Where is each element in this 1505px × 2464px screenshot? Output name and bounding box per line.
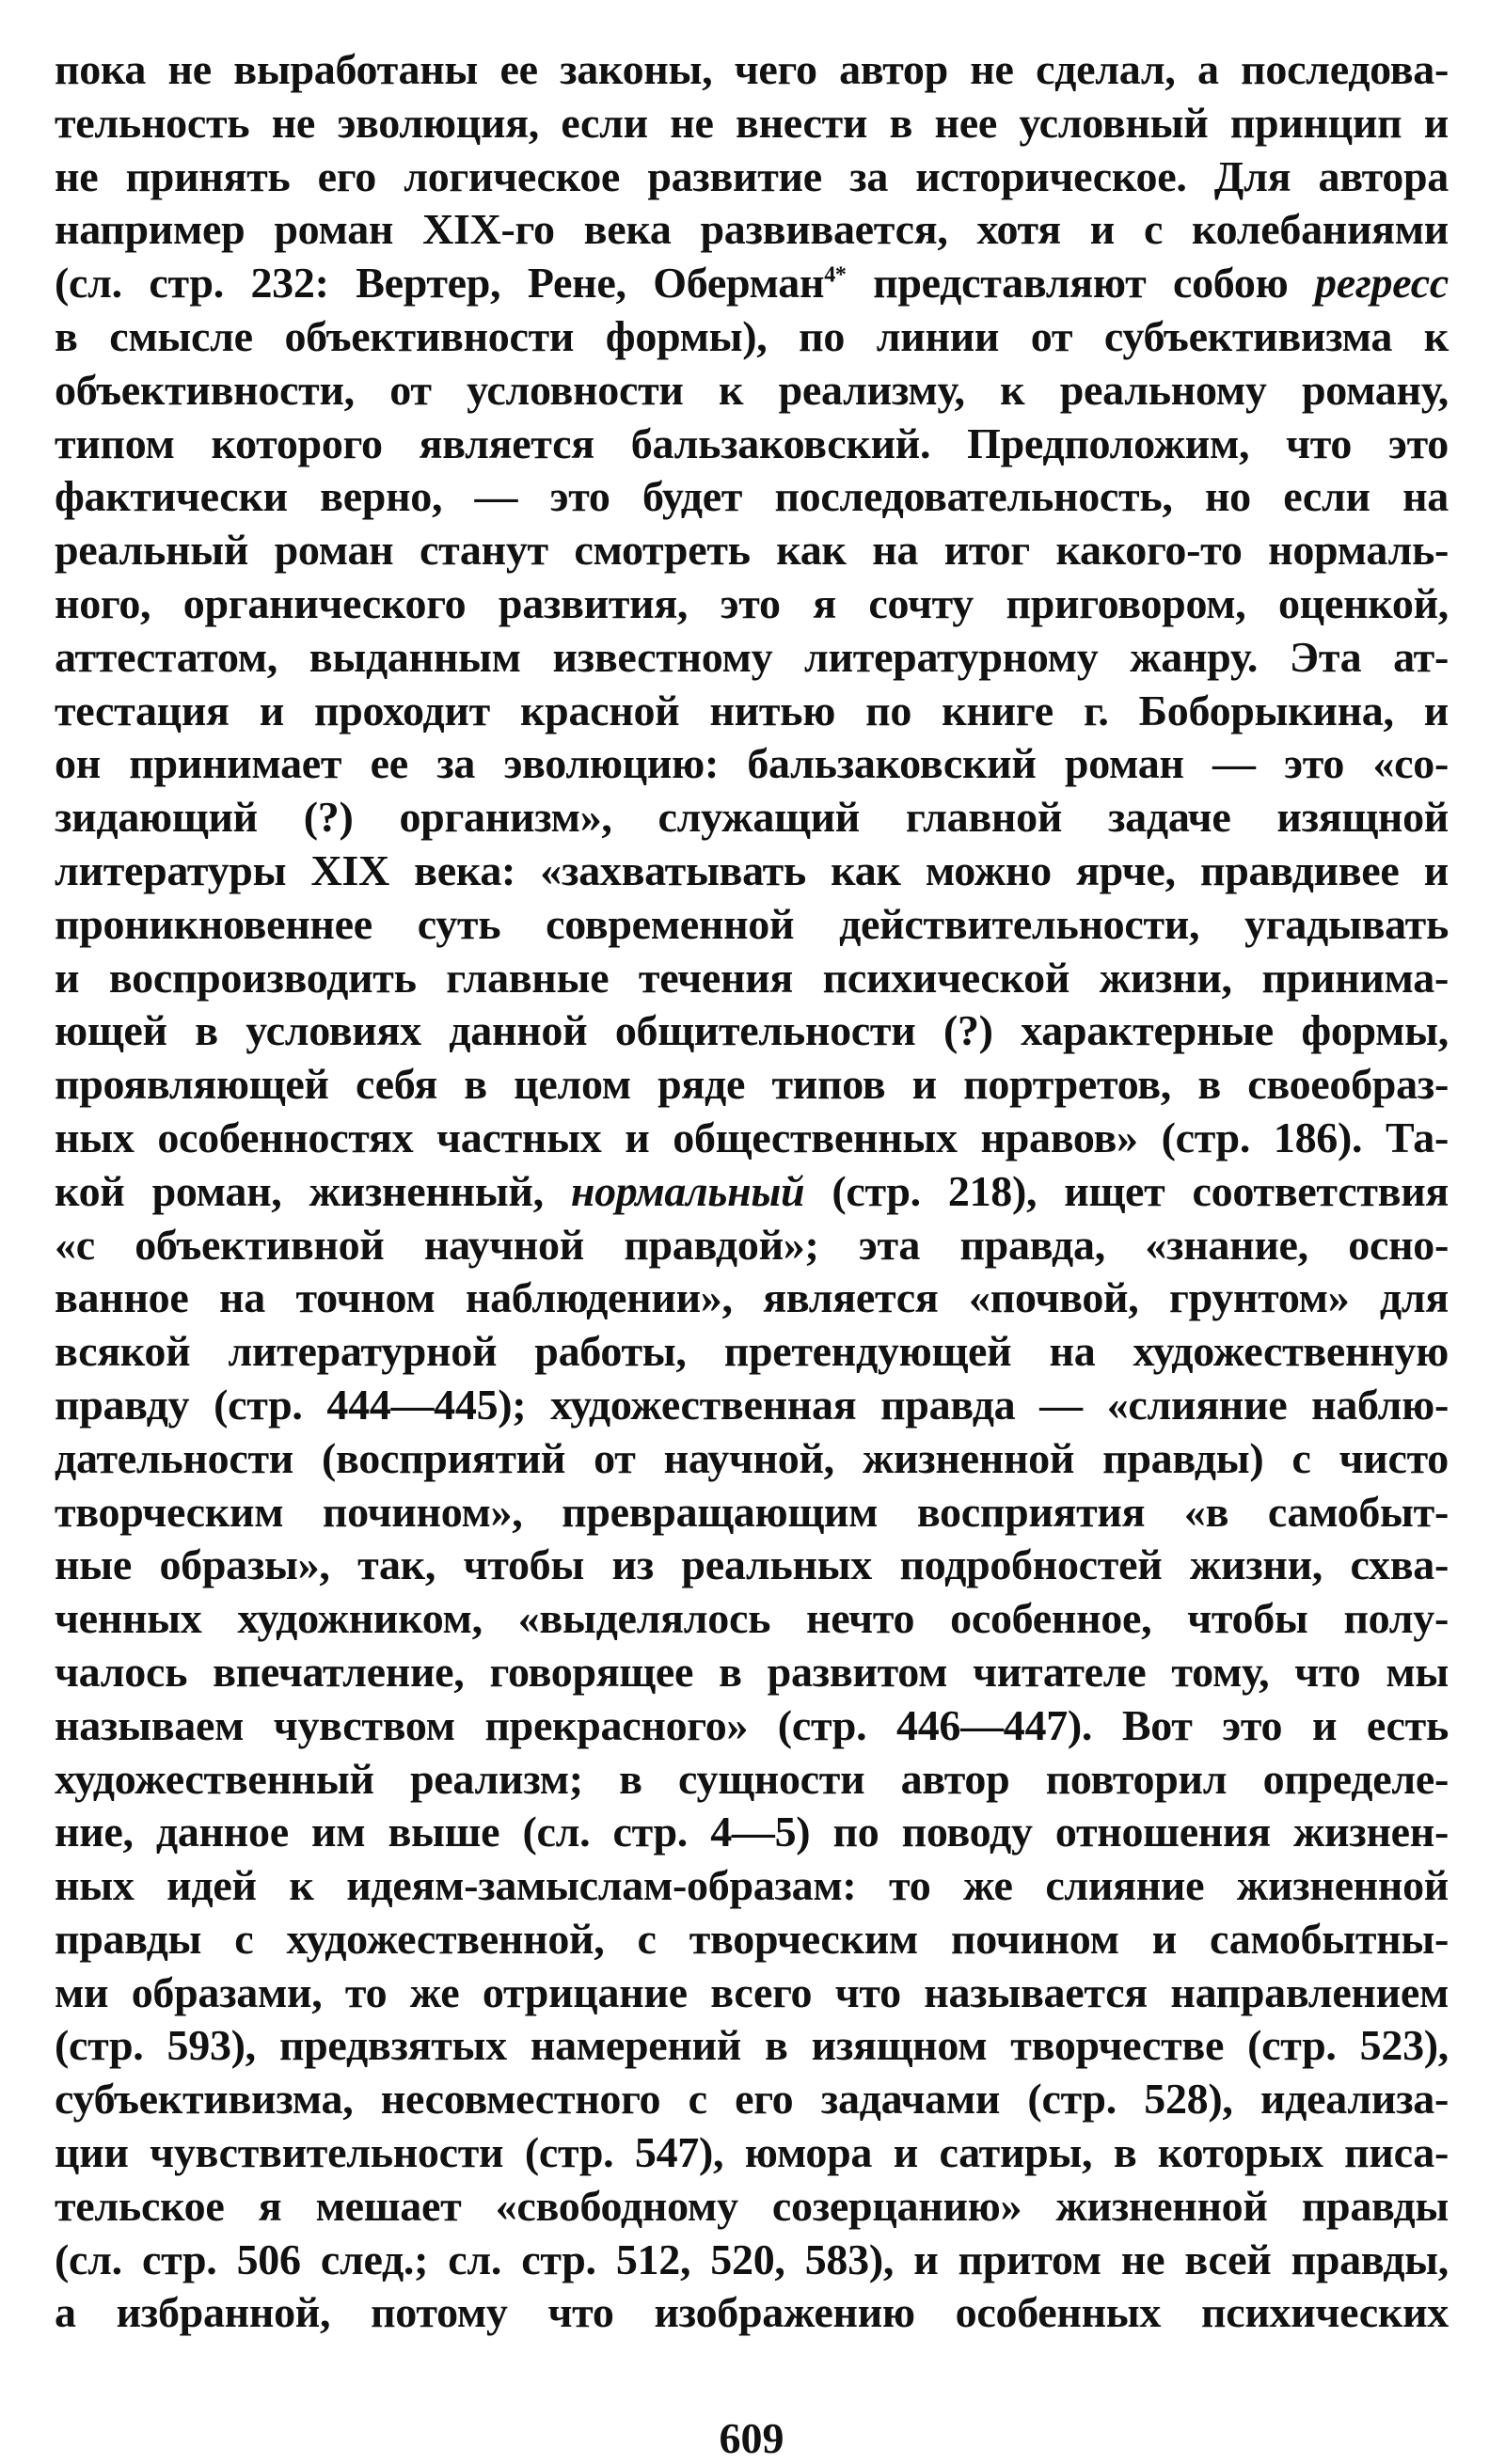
emphasis-text: нормальный [570, 1166, 805, 1215]
text-line: ванное на точном наблюдении», является «почвой, грунтом» для [55, 1273, 1449, 1322]
text-line: литературы XIX века: «захватывать как можно ярче, правдивее и [55, 845, 1449, 894]
text-line: ченных художником, «выделялось нечто особенное, чтобы полу- [55, 1594, 1449, 1643]
text-line: фактически верно, — это будет последовательность, но если на [55, 472, 1449, 521]
text-line: например роман XIX-го века развивается, хотя и с колебаниями [55, 205, 1449, 254]
text-line: не принять его логическое развитие за историческое. Для автора [55, 151, 1449, 200]
footnote-marker: 4* [824, 262, 847, 288]
body-text [55, 43, 1449, 2340]
text-line: ции чувствительности (стр. 547), юмора и сатиры, в которых писа- [55, 2128, 1449, 2177]
text-line: а избранной, потому что изображению особенных психических [55, 2288, 1449, 2337]
text-line: ние, данное им выше (сл. стр. 4—5) по поводу отношения жизнен- [55, 1808, 1449, 1856]
text-line: правду (стр. 444—445); художественная правда — «слияние наблю- [55, 1380, 1449, 1429]
text-line: кой роман, жизненный, нормальный (стр. 218), ищет соответствия [55, 1166, 1449, 1215]
text-line: дательности (восприятий от научной, жизненной правды) с чисто [55, 1433, 1449, 1482]
text-line: в смысле объективности формы), по линии от субъективизма к [55, 311, 1449, 360]
text-line: творческим почином», превращающим восприятия «в самобыт- [55, 1487, 1449, 1536]
text-line: тестация и проходит красной нитью по книге г. Боборыкина, и [55, 686, 1449, 734]
text-line: пока не выработаны ее законы, чего автор не сделал, а последова- [55, 45, 1449, 93]
text-line: всякой литературной работы, претендующей на художественную [55, 1327, 1449, 1376]
emphasis-text: регресс [1315, 259, 1449, 308]
page-number: 609 [719, 2414, 784, 2462]
text-line: называем чувством прекрасного» (стр. 446—447). Вот это и есть [55, 1700, 1449, 1749]
text-line: художественный реализм; в сущности автор повторил определе- [55, 1754, 1449, 1803]
text-line: зидающий (?) организм», служащий главной задаче изящной [55, 793, 1449, 842]
text-line: он принимает ее за эволюцию: бальзаковский роман — это «со- [55, 739, 1449, 788]
text-line: ного, органического развития, это я сочту приговором, оценкой, [55, 578, 1449, 627]
text-line: тельское я мешает «свободному созерцанию» жизненной правды [55, 2181, 1449, 2230]
text-line: реальный роман станут смотреть как на итог какого-то нормаль- [55, 526, 1449, 575]
text-line: «с объективной научной правдой»; эта правда, «знание, осно- [55, 1220, 1449, 1269]
text-line: проникновеннее суть современной действительности, угадывать [55, 899, 1449, 948]
text-line: правды с художественной, с творческим почином и самобытны- [55, 1914, 1449, 1963]
document-page [55, 43, 1449, 2462]
text-line: проявляющей себя в целом ряде типов и портретов, в своеобраз- [55, 1060, 1449, 1109]
text-line: (стр. 593), предвзятых намерений в изящном творчестве (стр. 523), [55, 2021, 1449, 2070]
text-line: ми образами, то же отрицание всего что называется направлением [55, 1967, 1449, 2016]
text-line: ных особенностях частных и общественных нравов» (стр. 186). Та- [55, 1113, 1449, 1161]
text-line: тельность не эволюция, если не внести в нее условный принцип и [55, 98, 1449, 147]
text-line: ющей в условиях данной общительности (?) характерные формы, [55, 1006, 1449, 1055]
text-line: ных идей к идеям-замыслам-образам: то же слияние жизненной [55, 1861, 1449, 1910]
text-line: (сл. стр. 232: Вертер, Рене, Оберман$^{4*}$ представляют собою регресс [55, 259, 1449, 308]
text-line: (сл. стр. 506 след.; сл. стр. 512, 520, 583), и притом не всей правды, [55, 2235, 1449, 2283]
text-line: аттестатом, выданным известному литературному жанру. Эта ат- [55, 632, 1449, 681]
text-line: типом которого является бальзаковский. Предположим, что это [55, 419, 1449, 467]
text-line: ные образы», так, чтобы из реальных подробностей жизни, схва- [55, 1540, 1449, 1589]
text-line: объективности, от условности к реализму, к реальному роману, [55, 365, 1449, 414]
text-line: чалось впечатление, говорящее в развитом читателе тому, что мы [55, 1647, 1449, 1696]
text-line: субъективизма, несовместного с его задачами (стр. 528), идеализа- [55, 2075, 1449, 2124]
text-line: и воспроизводить главные течения психической жизни, принима- [55, 953, 1449, 1002]
